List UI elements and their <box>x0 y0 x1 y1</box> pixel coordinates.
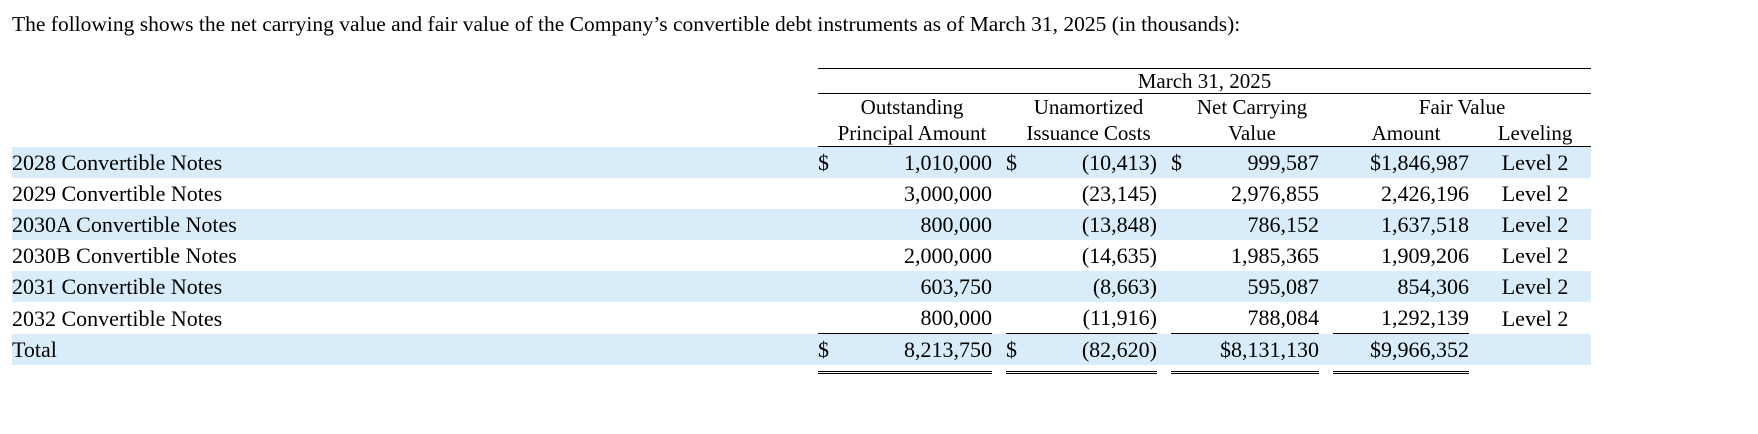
fair-value-amount: 1,637,518 <box>1333 209 1469 240</box>
total-row <box>12 334 1591 366</box>
empty-cell <box>1479 365 1591 373</box>
carrying-currency <box>1171 178 1197 209</box>
issuance-costs: (23,145) <box>1032 178 1157 209</box>
row-label: 2030A Convertible Notes <box>12 209 818 240</box>
col-header-fv-amount: Amount <box>1333 120 1479 147</box>
col-header-outstanding-2: Principal Amount <box>818 120 1006 147</box>
underline-issuance <box>1032 365 1157 373</box>
gap <box>1319 334 1333 366</box>
gap <box>1319 271 1333 302</box>
row-label: 2031 Convertible Notes <box>12 271 818 302</box>
gap <box>992 302 1006 334</box>
intro-paragraph: The following shows the net carrying value and fair value of the Company’s convertible debt instruments as of March 31, 2025 (in thousands): <box>12 12 1241 36</box>
gap <box>1469 365 1479 373</box>
row-label: 2029 Convertible Notes <box>12 178 818 209</box>
total-net-carrying-value: $8,131,130 <box>1197 334 1319 366</box>
fair-value-amount: $1,846,987 <box>1333 147 1469 179</box>
col-header-fairvalue: Fair Value <box>1333 94 1591 121</box>
fair-value-leveling: Level 2 <box>1479 302 1591 334</box>
net-carrying-value: 786,152 <box>1197 209 1319 240</box>
principal-currency: $ <box>818 147 844 179</box>
fair-value-amount: 2,426,196 <box>1333 178 1469 209</box>
gap <box>992 365 1006 373</box>
principal-currency <box>818 240 844 271</box>
gap <box>1157 302 1171 334</box>
gap <box>1469 178 1479 209</box>
gap <box>992 178 1006 209</box>
gap <box>1157 209 1171 240</box>
principal-amount: 3,000,000 <box>844 178 992 209</box>
principal-amount: 1,010,000 <box>844 147 992 179</box>
underline-principal <box>844 365 992 373</box>
gap <box>1469 302 1479 334</box>
table-row <box>12 271 1591 302</box>
col-header-unamortized-2: Issuance Costs <box>1006 120 1171 147</box>
gap <box>1319 240 1333 271</box>
issuance-costs: (14,635) <box>1032 240 1157 271</box>
net-carrying-value: 788,084 <box>1197 302 1319 334</box>
header-row-line2 <box>12 120 1591 147</box>
principal-amount: 2,000,000 <box>844 240 992 271</box>
total-principal-currency: $ <box>818 334 844 366</box>
net-carrying-value: 595,087 <box>1197 271 1319 302</box>
total-issuance-currency: $ <box>1006 334 1032 366</box>
row-label: 2028 Convertible Notes <box>12 147 818 179</box>
gap <box>1319 147 1333 179</box>
underline-fair-value <box>1333 365 1469 373</box>
issuance-currency <box>1006 240 1032 271</box>
total-leveling <box>1479 334 1591 366</box>
empty-cell <box>12 120 818 147</box>
carrying-currency: $ <box>1171 147 1197 179</box>
total-principal-amount: 8,213,750 <box>844 334 992 366</box>
principal-currency <box>818 178 844 209</box>
table-row <box>12 240 1591 271</box>
net-carrying-value: 999,587 <box>1197 147 1319 179</box>
principal-amount: 603,750 <box>844 271 992 302</box>
gap <box>1469 271 1479 302</box>
issuance-costs: (11,916) <box>1032 302 1157 334</box>
gap <box>992 240 1006 271</box>
table-row <box>12 178 1591 209</box>
gap <box>1469 209 1479 240</box>
table-row <box>12 209 1591 240</box>
period-header: March 31, 2025 <box>818 69 1591 94</box>
gap <box>1319 209 1333 240</box>
fair-value-amount: 854,306 <box>1333 271 1469 302</box>
gap <box>1319 365 1333 373</box>
gap <box>1469 334 1479 366</box>
col-header-netcarrying-2: Value <box>1171 120 1333 147</box>
total-underline-row <box>12 365 1591 373</box>
table-row <box>12 147 1591 179</box>
issuance-costs: (10,413) <box>1032 147 1157 179</box>
row-label: 2032 Convertible Notes <box>12 302 818 334</box>
issuance-currency: $ <box>1006 147 1032 179</box>
gap <box>1157 240 1171 271</box>
principal-amount: 800,000 <box>844 302 992 334</box>
gap <box>1157 365 1171 373</box>
carrying-currency <box>1171 209 1197 240</box>
gap <box>1469 147 1479 179</box>
gap <box>1319 178 1333 209</box>
gap <box>992 209 1006 240</box>
issuance-currency <box>1006 178 1032 209</box>
fair-value-leveling: Level 2 <box>1479 271 1591 302</box>
carrying-currency <box>1171 240 1197 271</box>
header-row-line1 <box>12 94 1591 121</box>
carrying-currency <box>1171 271 1197 302</box>
gap <box>1157 271 1171 302</box>
fair-value-leveling: Level 2 <box>1479 178 1591 209</box>
fair-value-leveling: Level 2 <box>1479 240 1591 271</box>
col-header-outstanding-1: Outstanding <box>818 94 1006 121</box>
gap <box>992 271 1006 302</box>
col-header-fv-leveling: Leveling <box>1479 120 1591 147</box>
issuance-currency <box>1006 271 1032 302</box>
gap <box>992 147 1006 179</box>
fair-value-amount: 1,909,206 <box>1333 240 1469 271</box>
net-carrying-value: 1,985,365 <box>1197 240 1319 271</box>
gap <box>1469 240 1479 271</box>
row-label: 2030B Convertible Notes <box>12 240 818 271</box>
gap <box>1157 334 1171 366</box>
principal-currency <box>818 209 844 240</box>
fair-value-leveling: Level 2 <box>1479 147 1591 179</box>
empty-cell <box>12 365 818 373</box>
principal-currency <box>818 302 844 334</box>
issuance-currency <box>1006 302 1032 334</box>
convertible-debt-table <box>12 68 1591 374</box>
table-row <box>12 302 1591 334</box>
gap <box>1319 302 1333 334</box>
empty-cell <box>12 69 818 94</box>
total-issuance-costs: (82,620) <box>1032 334 1157 366</box>
underline-carrying <box>1197 365 1319 373</box>
gap <box>1157 178 1171 209</box>
issuance-costs: (8,663) <box>1032 271 1157 302</box>
underline-issuance <box>1006 365 1032 373</box>
total-label: Total <box>12 334 818 366</box>
underline-principal <box>818 365 844 373</box>
header-row-period <box>12 69 1591 94</box>
col-header-netcarrying-1: Net Carrying <box>1171 94 1333 121</box>
total-fair-value-amount: $9,966,352 <box>1333 334 1469 366</box>
principal-amount: 800,000 <box>844 209 992 240</box>
total-carrying-currency <box>1171 334 1197 366</box>
underline-carrying <box>1171 365 1197 373</box>
gap <box>992 334 1006 366</box>
net-carrying-value: 2,976,855 <box>1197 178 1319 209</box>
issuance-currency <box>1006 209 1032 240</box>
principal-currency <box>818 271 844 302</box>
fair-value-amount: 1,292,139 <box>1333 302 1469 334</box>
issuance-costs: (13,848) <box>1032 209 1157 240</box>
fair-value-leveling: Level 2 <box>1479 209 1591 240</box>
gap <box>1157 147 1171 179</box>
carrying-currency <box>1171 302 1197 334</box>
empty-cell <box>12 94 818 121</box>
col-header-unamortized-1: Unamortized <box>1006 94 1171 121</box>
